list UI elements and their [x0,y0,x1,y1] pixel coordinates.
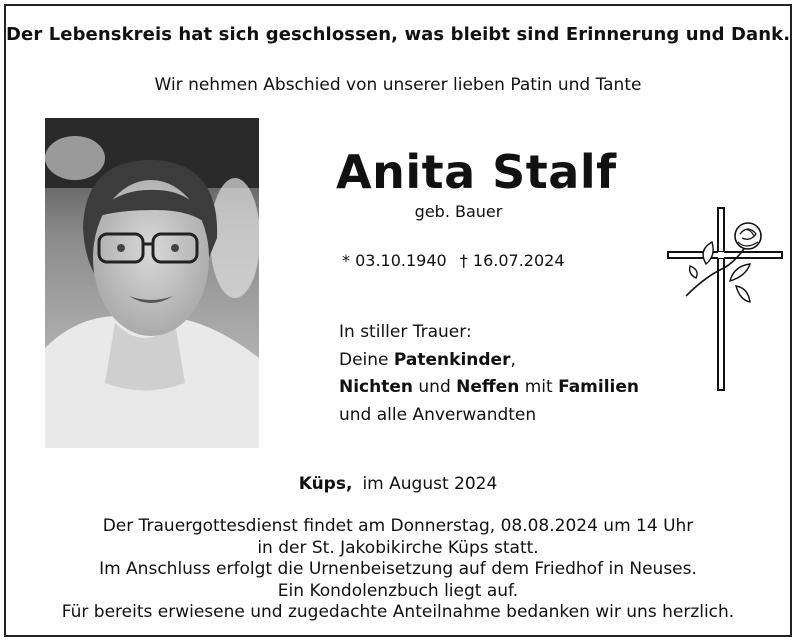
life-dates [342,251,573,270]
text: mit [519,377,559,397]
birth-date: * 03.10.1940 [342,251,447,270]
motto: Der Lebenskreis hat sich geschlossen, was bleibt sind Erinnerung und Dank. [6,24,791,45]
mourners-line-4: und alle Anverwandten [339,404,537,425]
nieces: Nichten [339,377,413,397]
place: Küps, [298,474,353,494]
service-line: Der Trauergottesdienst findet am Donnerstag, 08.08.2024 um 14 Uhr [102,516,694,536]
mourners-line-2 [339,347,639,375]
text: , [510,349,516,370]
service-line: Ein Kondolenzbuch liegt auf. [277,580,519,601]
portrait-photo [45,118,259,448]
mourners-line-3 [339,374,639,402]
service-line: Für bereits erwiesene und zugedachte Anteilnahme bedanken wir uns herzlich. [61,602,735,622]
mourners-line-1: In stiller Trauer: [339,322,472,342]
intro-text: Wir nehmen Abschied von unserer lieben Patin und Tante [154,75,642,95]
service-announcement [6,516,790,624]
cross-with-rose-icon [666,206,784,394]
date: im August 2024 [362,474,498,494]
nephews: Neffen [456,377,520,397]
text: und [413,377,457,397]
deceased-name: Anita Stalf [336,145,617,199]
service-line: in der St. Jakobikirche Küps statt. [257,537,539,558]
birth-name: geb. Bauer [414,202,503,221]
families: Familien [558,377,640,397]
place-and-date [6,474,790,494]
death-date: † 16.07.2024 [459,251,565,270]
text: Deine [339,349,394,370]
obituary-notice [4,4,792,637]
godchildren: Patenkinder [393,349,511,370]
service-line: Im Anschluss erfolgt die Urnenbeisetzung auf dem Friedhof in Neuses. [99,559,697,579]
mourners-list [339,319,639,429]
